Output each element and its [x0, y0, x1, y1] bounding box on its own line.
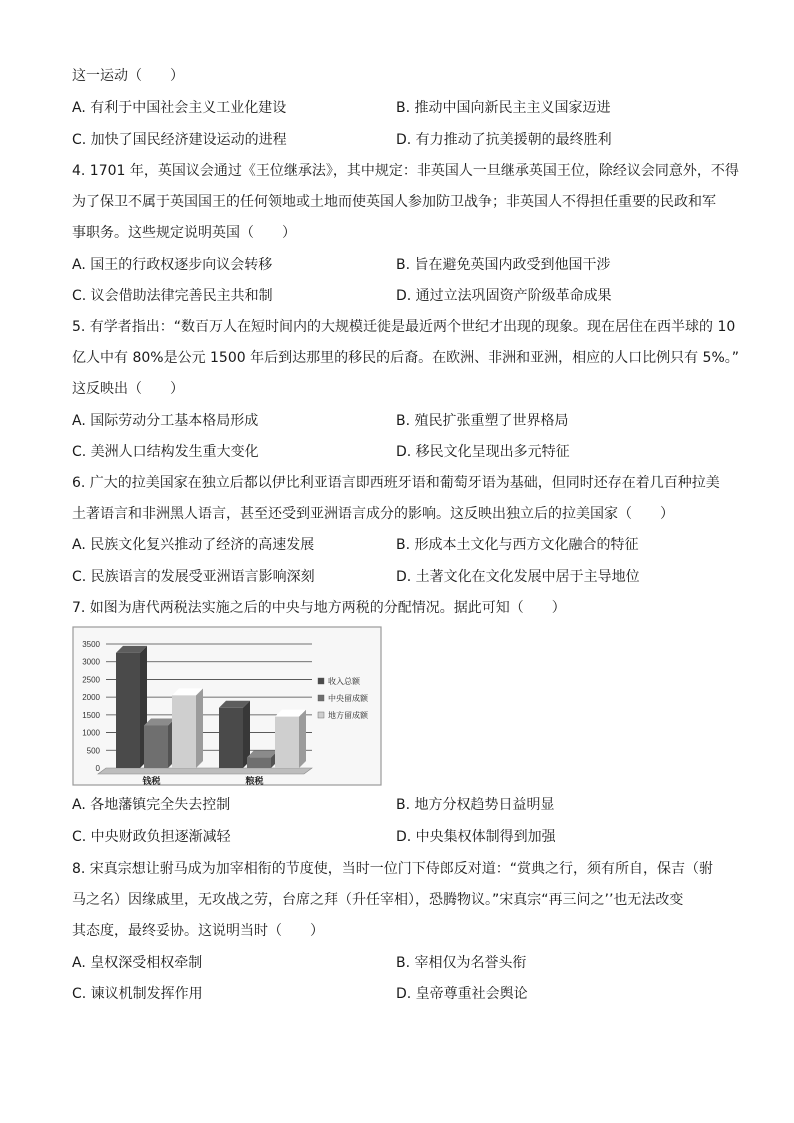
q7-option-a[interactable]: A. 各地藩镇完全失去控制: [72, 797, 231, 813]
q3-option-b[interactable]: B. 推动中国向新民主主义国家迈进: [396, 100, 611, 116]
q8-option-a[interactable]: A. 皇权深受相权牵制: [72, 955, 203, 971]
q5-option-a[interactable]: A. 国际劳动分工基本格局形成: [72, 413, 259, 429]
q6-option-a[interactable]: A. 民族文化复兴推动了经济的高速发展: [72, 537, 315, 553]
bar-side: [196, 688, 203, 768]
q3-option-d[interactable]: D. 有力推动了抗美援朝的最终胜利: [396, 132, 612, 148]
q6-option-c[interactable]: C. 民族语言的发展受亚洲语言影响深刻: [72, 569, 315, 585]
q6-stem-line-1: 6. 广大的拉美国家在独立后都以伊比利亚语言即西班牙语和葡萄牙语为基础，但同时还存在着几百种拉美: [72, 475, 720, 491]
q4-stem-line-1: 4. 1701 年，英国议会通过《王位继承法》，其中规定：非英国人一旦继承英国王位，除经议会同意外，不得: [72, 163, 739, 179]
q8-stem-line-3: 其态度，最终妥协。这说明当时（ ）: [72, 923, 324, 939]
q4-option-d[interactable]: D. 通过立法巩固资产阶级革命成果: [396, 288, 612, 304]
bar-1-2: [275, 717, 299, 768]
y-tick-label: 500: [86, 746, 100, 756]
legend-swatch: [318, 712, 324, 718]
q5-stem-line-2: 亿人中有 80%是公元 1500 年后到达那里的移民的后裔。在欧洲、非洲和亚洲，相应的人口比例只有 5%。”: [72, 350, 740, 366]
y-tick-label: 0: [95, 764, 100, 773]
q3-option-a[interactable]: A. 有利于中国社会主义工业化建设: [72, 100, 287, 116]
chart-floor: [98, 768, 312, 774]
x-tick-label: 钱税: [142, 776, 161, 786]
q4-option-b[interactable]: B. 旨在避免英国内政受到他国干涉: [396, 257, 611, 273]
q4-option-c[interactable]: C. 议会借助法律完善民主共和制: [72, 288, 273, 304]
q8-option-c[interactable]: C. 谏议机制发挥作用: [72, 986, 203, 1002]
tax-distribution-chart: [72, 626, 382, 786]
q3-stem-tail: 这一运动（ ）: [72, 68, 184, 84]
bar-1-0: [219, 708, 243, 768]
q8-option-b[interactable]: B. 宰相仅为名誉头衔: [396, 955, 527, 971]
q8-stem-line-2: 马之名）因缘戚里，无攻战之劳，台席之拜（升任宰相），恐腾物议。”宋真宗“再三问之’’也无法改变: [72, 892, 684, 908]
q4-stem-line-2: 为了保卫不属于英国国王的任何领地或土地而使英国人参加防卫战争；非英国人不得担任重要的民政和军: [72, 194, 716, 210]
q3-option-c[interactable]: C. 加快了国民经济建设运动的进程: [72, 132, 287, 148]
q7-option-c[interactable]: C. 中央财政负担逐渐减轻: [72, 829, 231, 845]
q6-stem-line-2: 土著语言和非洲黑人语言，甚至还受到亚洲语言成分的影响。这反映出独立后的拉美国家（ ）: [72, 506, 674, 522]
legend-label: 收入总额: [328, 677, 360, 686]
legend-label: 地方留成额: [328, 711, 368, 720]
legend-swatch: [318, 695, 324, 701]
q7-option-b[interactable]: B. 地方分权趋势日益明显: [396, 797, 555, 813]
x-tick-label: 粮税: [245, 776, 264, 786]
chart-floor-plane: [98, 768, 312, 774]
q6-option-b[interactable]: B. 形成本土文化与西方文化融合的特征: [396, 537, 639, 553]
q5-option-d[interactable]: D. 移民文化呈现出多元特征: [396, 444, 570, 460]
y-tick-label: 3500: [82, 640, 100, 649]
bar-0-1: [144, 725, 168, 768]
legend-label: 中央留成额: [328, 694, 368, 703]
q5-stem-line-3: 这反映出（ ）: [72, 381, 184, 397]
bar-side: [299, 710, 306, 768]
q4-option-a[interactable]: A. 国王的行政权逐步向议会转移: [72, 257, 273, 273]
y-tick-label: 1000: [82, 728, 100, 738]
bar-0-2: [172, 695, 196, 768]
q5-option-b[interactable]: B. 殖民扩张重塑了世界格局: [396, 413, 569, 429]
y-tick-label: 3000: [82, 657, 100, 667]
bar-1-1: [247, 757, 271, 768]
q7-option-d[interactable]: D. 中央集权体制得到加强: [396, 829, 556, 845]
q4-stem-line-3: 事职务。这些规定说明英国（ ）: [72, 225, 296, 241]
legend-swatch: [318, 678, 324, 684]
y-tick-label: 1500: [82, 710, 100, 720]
bar-0-0: [116, 653, 140, 768]
q5-option-c[interactable]: C. 美洲人口结构发生重大变化: [72, 444, 259, 460]
y-tick-label: 2000: [82, 693, 100, 703]
q6-option-d[interactable]: D. 土著文化在文化发展中居于主导地位: [396, 569, 640, 585]
q8-option-d[interactable]: D. 皇帝尊重社会舆论: [396, 986, 528, 1002]
q7-stem: 7. 如图为唐代两税法实施之后的中央与地方两税的分配情况。据此可知（ ）: [72, 600, 566, 616]
q8-stem-line-1: 8. 宋真宗想让驸马成为加宰相衔的节度使，当时一位门下侍郎反对道：“赏典之行，须有所自，保吉（驸: [72, 861, 714, 877]
q5-stem-line-1: 5. 有学者指出：“数百万人在短时间内的大规模迁徙是最近两个世纪才出现的现象。现在居住在西半球的 10: [72, 319, 736, 335]
y-tick-label: 2500: [82, 675, 100, 685]
